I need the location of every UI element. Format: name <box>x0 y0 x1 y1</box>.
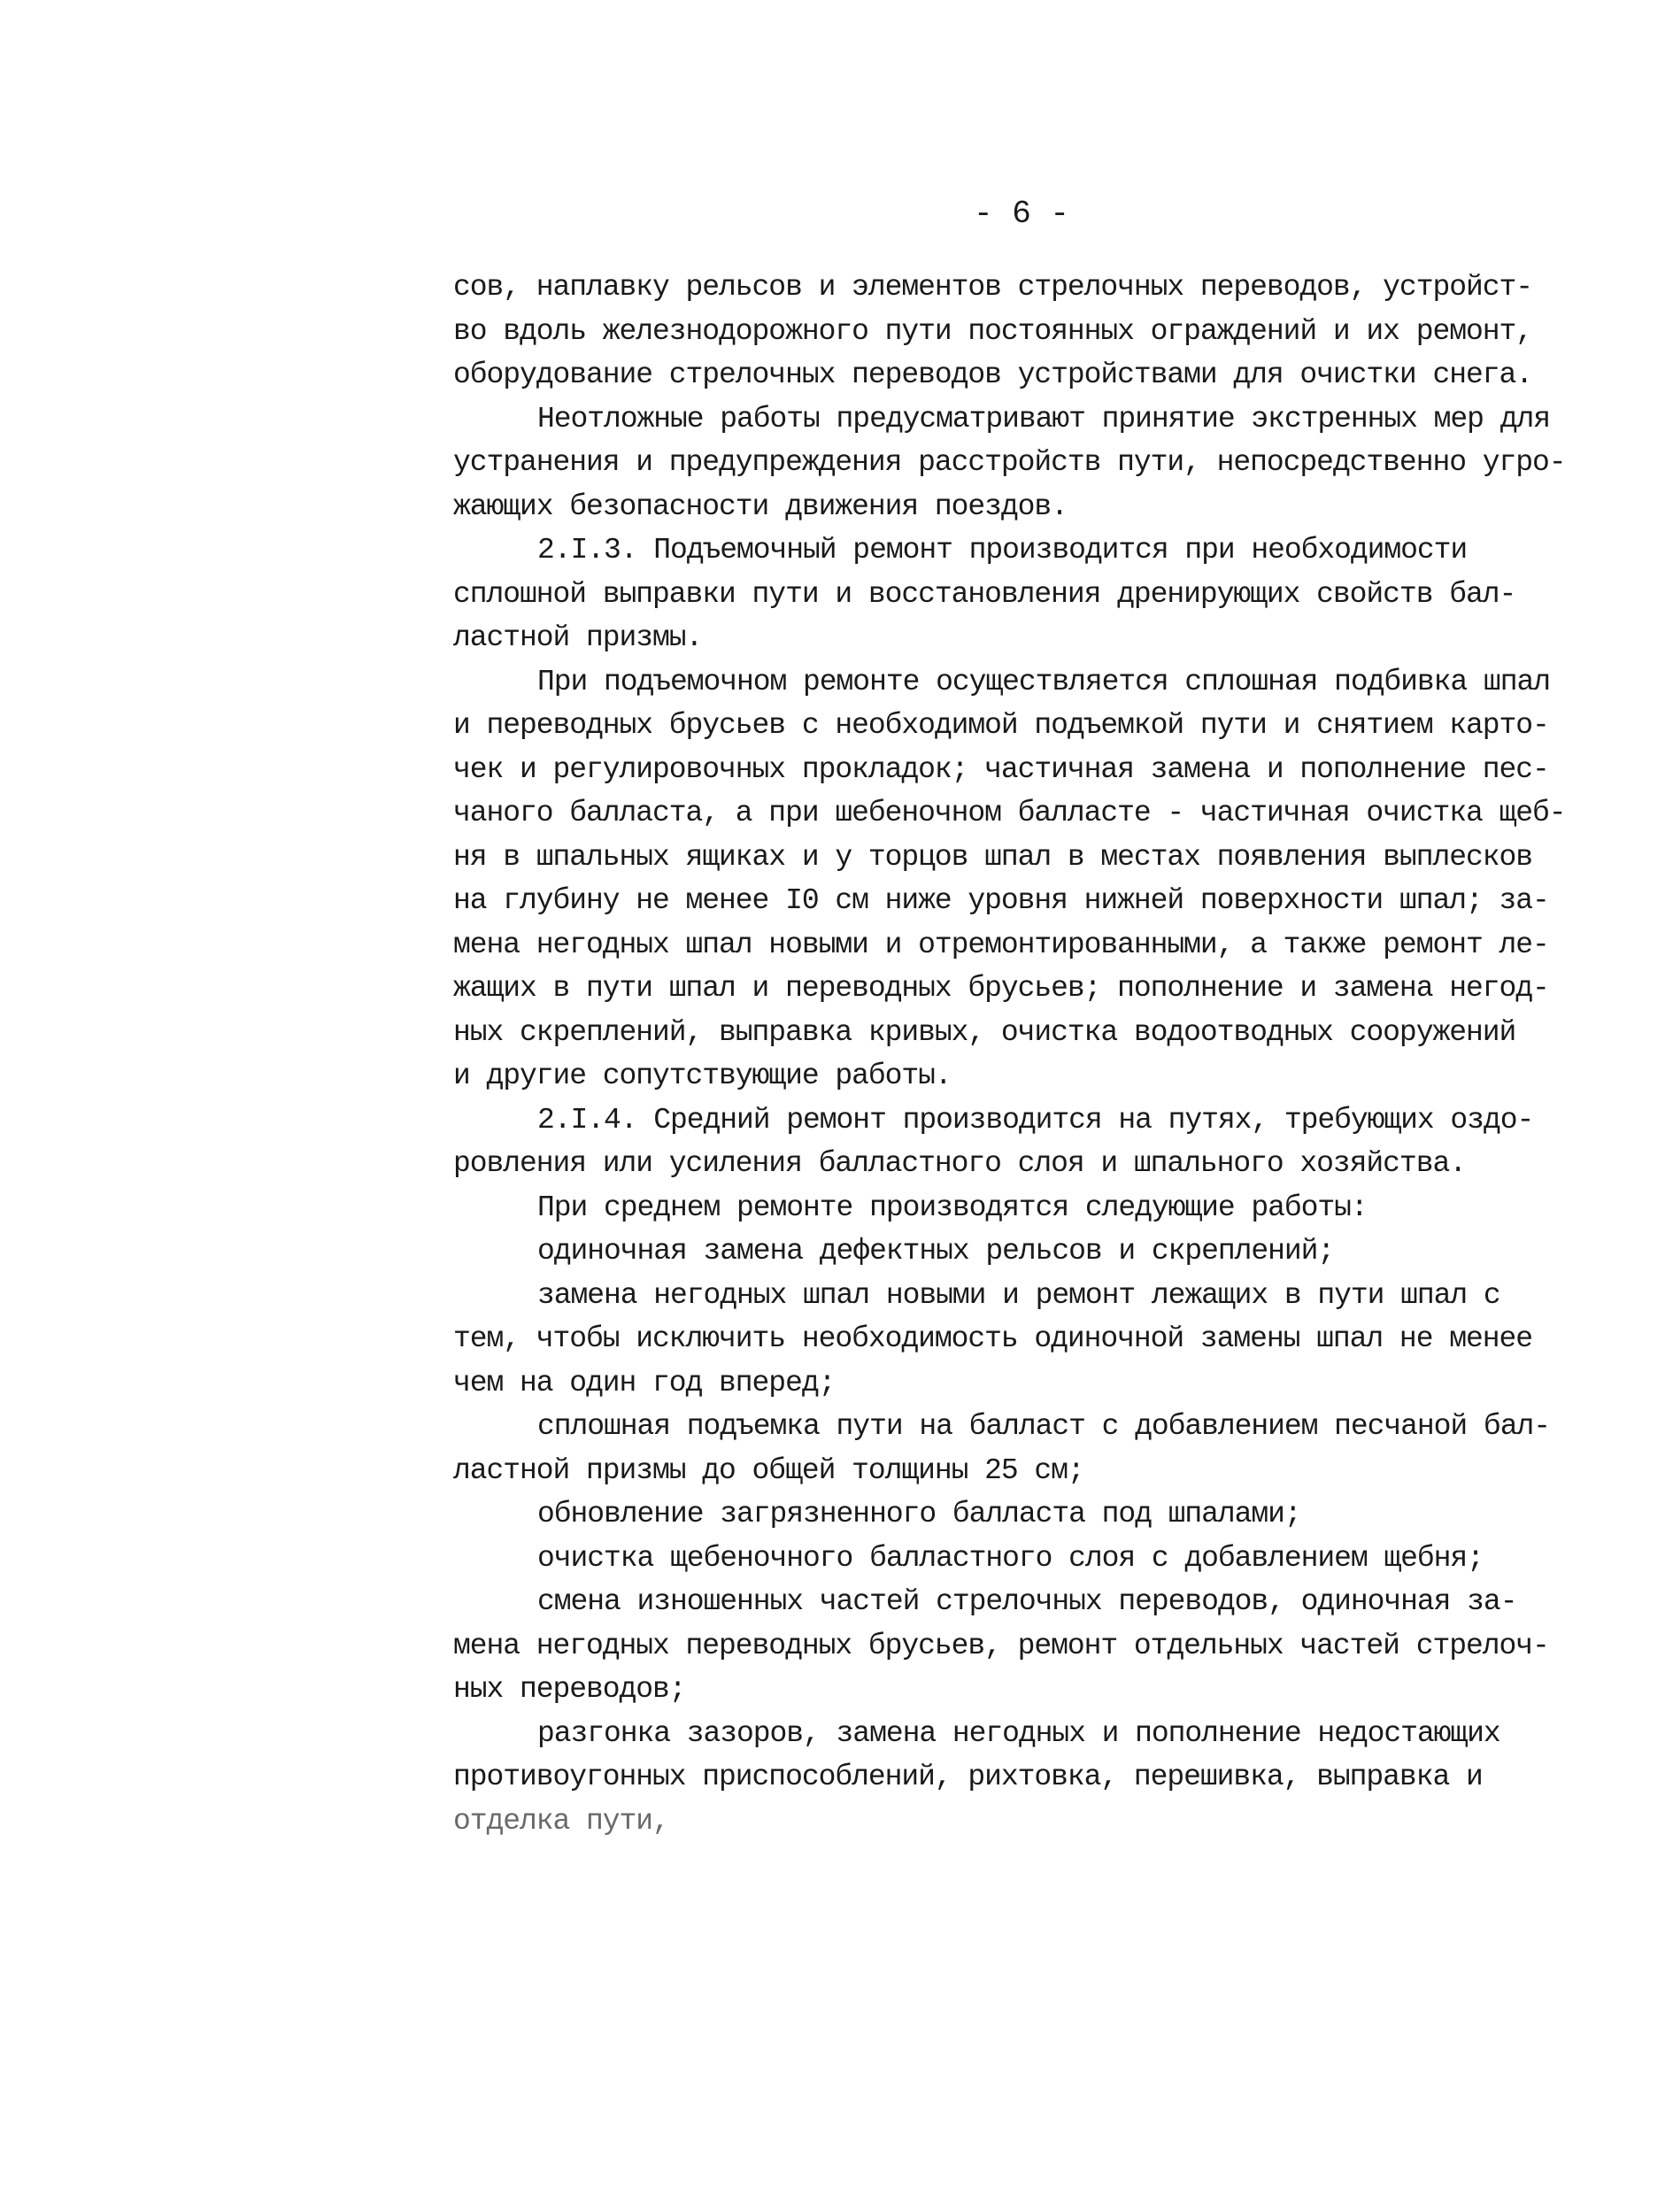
text-line: ня в шпальных ящиках и у торцов шпал в местах появления выплесков <box>453 840 1532 874</box>
text-line: тем, чтобы исключить необходимость одиночной замены шпал не менее <box>453 1322 1532 1355</box>
text-line: на глубину не менее I0 см ниже уровня нижней поверхности шпал; за- <box>453 884 1549 917</box>
text-line: Неотложные работы предусматривают принятие экстренных мер для <box>537 402 1550 435</box>
text-line: обновление загрязненного балласта под шпалами; <box>537 1498 1301 1530</box>
text-line: мена негодных шпал новыми и отремонтированными, а также ремонт ле- <box>453 928 1549 961</box>
text-line: противоугонных приспособлений, рихтовка, перешивка, выправка и <box>453 1761 1483 1793</box>
text-line: мена негодных переводных брусьев, ремонт отдельных частей стрелоч- <box>453 1629 1549 1662</box>
text-line: чаного балласта, а при шебеночном балласте - частичная очистка щеб- <box>453 797 1566 829</box>
text-line: При подъемочном ремонте осуществляется сплошная подбивка шпал <box>537 665 1550 698</box>
text-line: одиночная замена дефектных рельсов и скреплений; <box>537 1235 1335 1268</box>
text-line: При среднем ремонте производятся следующие работы: <box>537 1191 1368 1224</box>
text-line: ровления или усиления балластного слоя и шпального хозяйства. <box>453 1147 1466 1180</box>
text-line: сплошной выправки пути и восстановления дренирующих свойств бал- <box>453 577 1516 611</box>
text-line: 2.I.3. Подъемочный ремонт производится при необходимости <box>537 534 1468 566</box>
text-line: отделка пути, <box>453 1804 669 1838</box>
text-line: чек и регулировочных прокладок; частичная замена и пополнение пес- <box>453 752 1549 786</box>
text-line: ных скреплений, выправка кривых, очистка водоотводных сооружений <box>453 1015 1516 1049</box>
text-line: оборудование стрелочных переводов устройствами для очистки снега. <box>453 358 1532 391</box>
text-line: жающих безопасности движения поездов. <box>453 489 1068 523</box>
text-line: смена изношенных частей стрелочных переводов, одиночная за- <box>537 1585 1517 1618</box>
text-line: разгонка зазоров, замена негодных и пополнение недостающих <box>537 1716 1500 1750</box>
text-line: во вдоль железнодорожного пути постоянных ограждений и их ремонт, <box>453 314 1532 348</box>
text-line: чем на один год вперед; <box>453 1366 836 1399</box>
text-line: и переводных брусьев с необходимой подъемкой пути и снятием карто- <box>453 709 1549 742</box>
text-line: очистка щебеночного балластного слоя с добавлением щебня; <box>537 1541 1484 1575</box>
text-line: и другие сопутствующие работы. <box>453 1060 952 1092</box>
text-line: сплошная подъемка пути на балласт с добавлением песчаной бал- <box>537 1410 1550 1443</box>
text-line: замена негодных шпал новыми и ремонт лежащих в пути шпал с <box>537 1278 1500 1312</box>
text-line: устранения и предупреждения расстройств пути, непосредственно угро- <box>453 446 1566 479</box>
text-line: ластной призмы. <box>453 621 703 654</box>
text-line: ных переводов; <box>453 1673 686 1706</box>
page-number: - 6 - <box>974 196 1070 232</box>
text-line: ластной призмы до общей толщины 25 см; <box>453 1453 1084 1487</box>
text-line: 2.I.4. Средний ремонт производится на путях, требующих оздо- <box>537 1103 1534 1137</box>
text-line: жащих в пути шпал и переводных брусьев; пополнение и замена негод- <box>453 972 1549 1005</box>
text-line: сов, наплавку рельсов и элементов стрелочных переводов, устройст- <box>453 271 1532 304</box>
body-text <box>453 266 1639 1843</box>
